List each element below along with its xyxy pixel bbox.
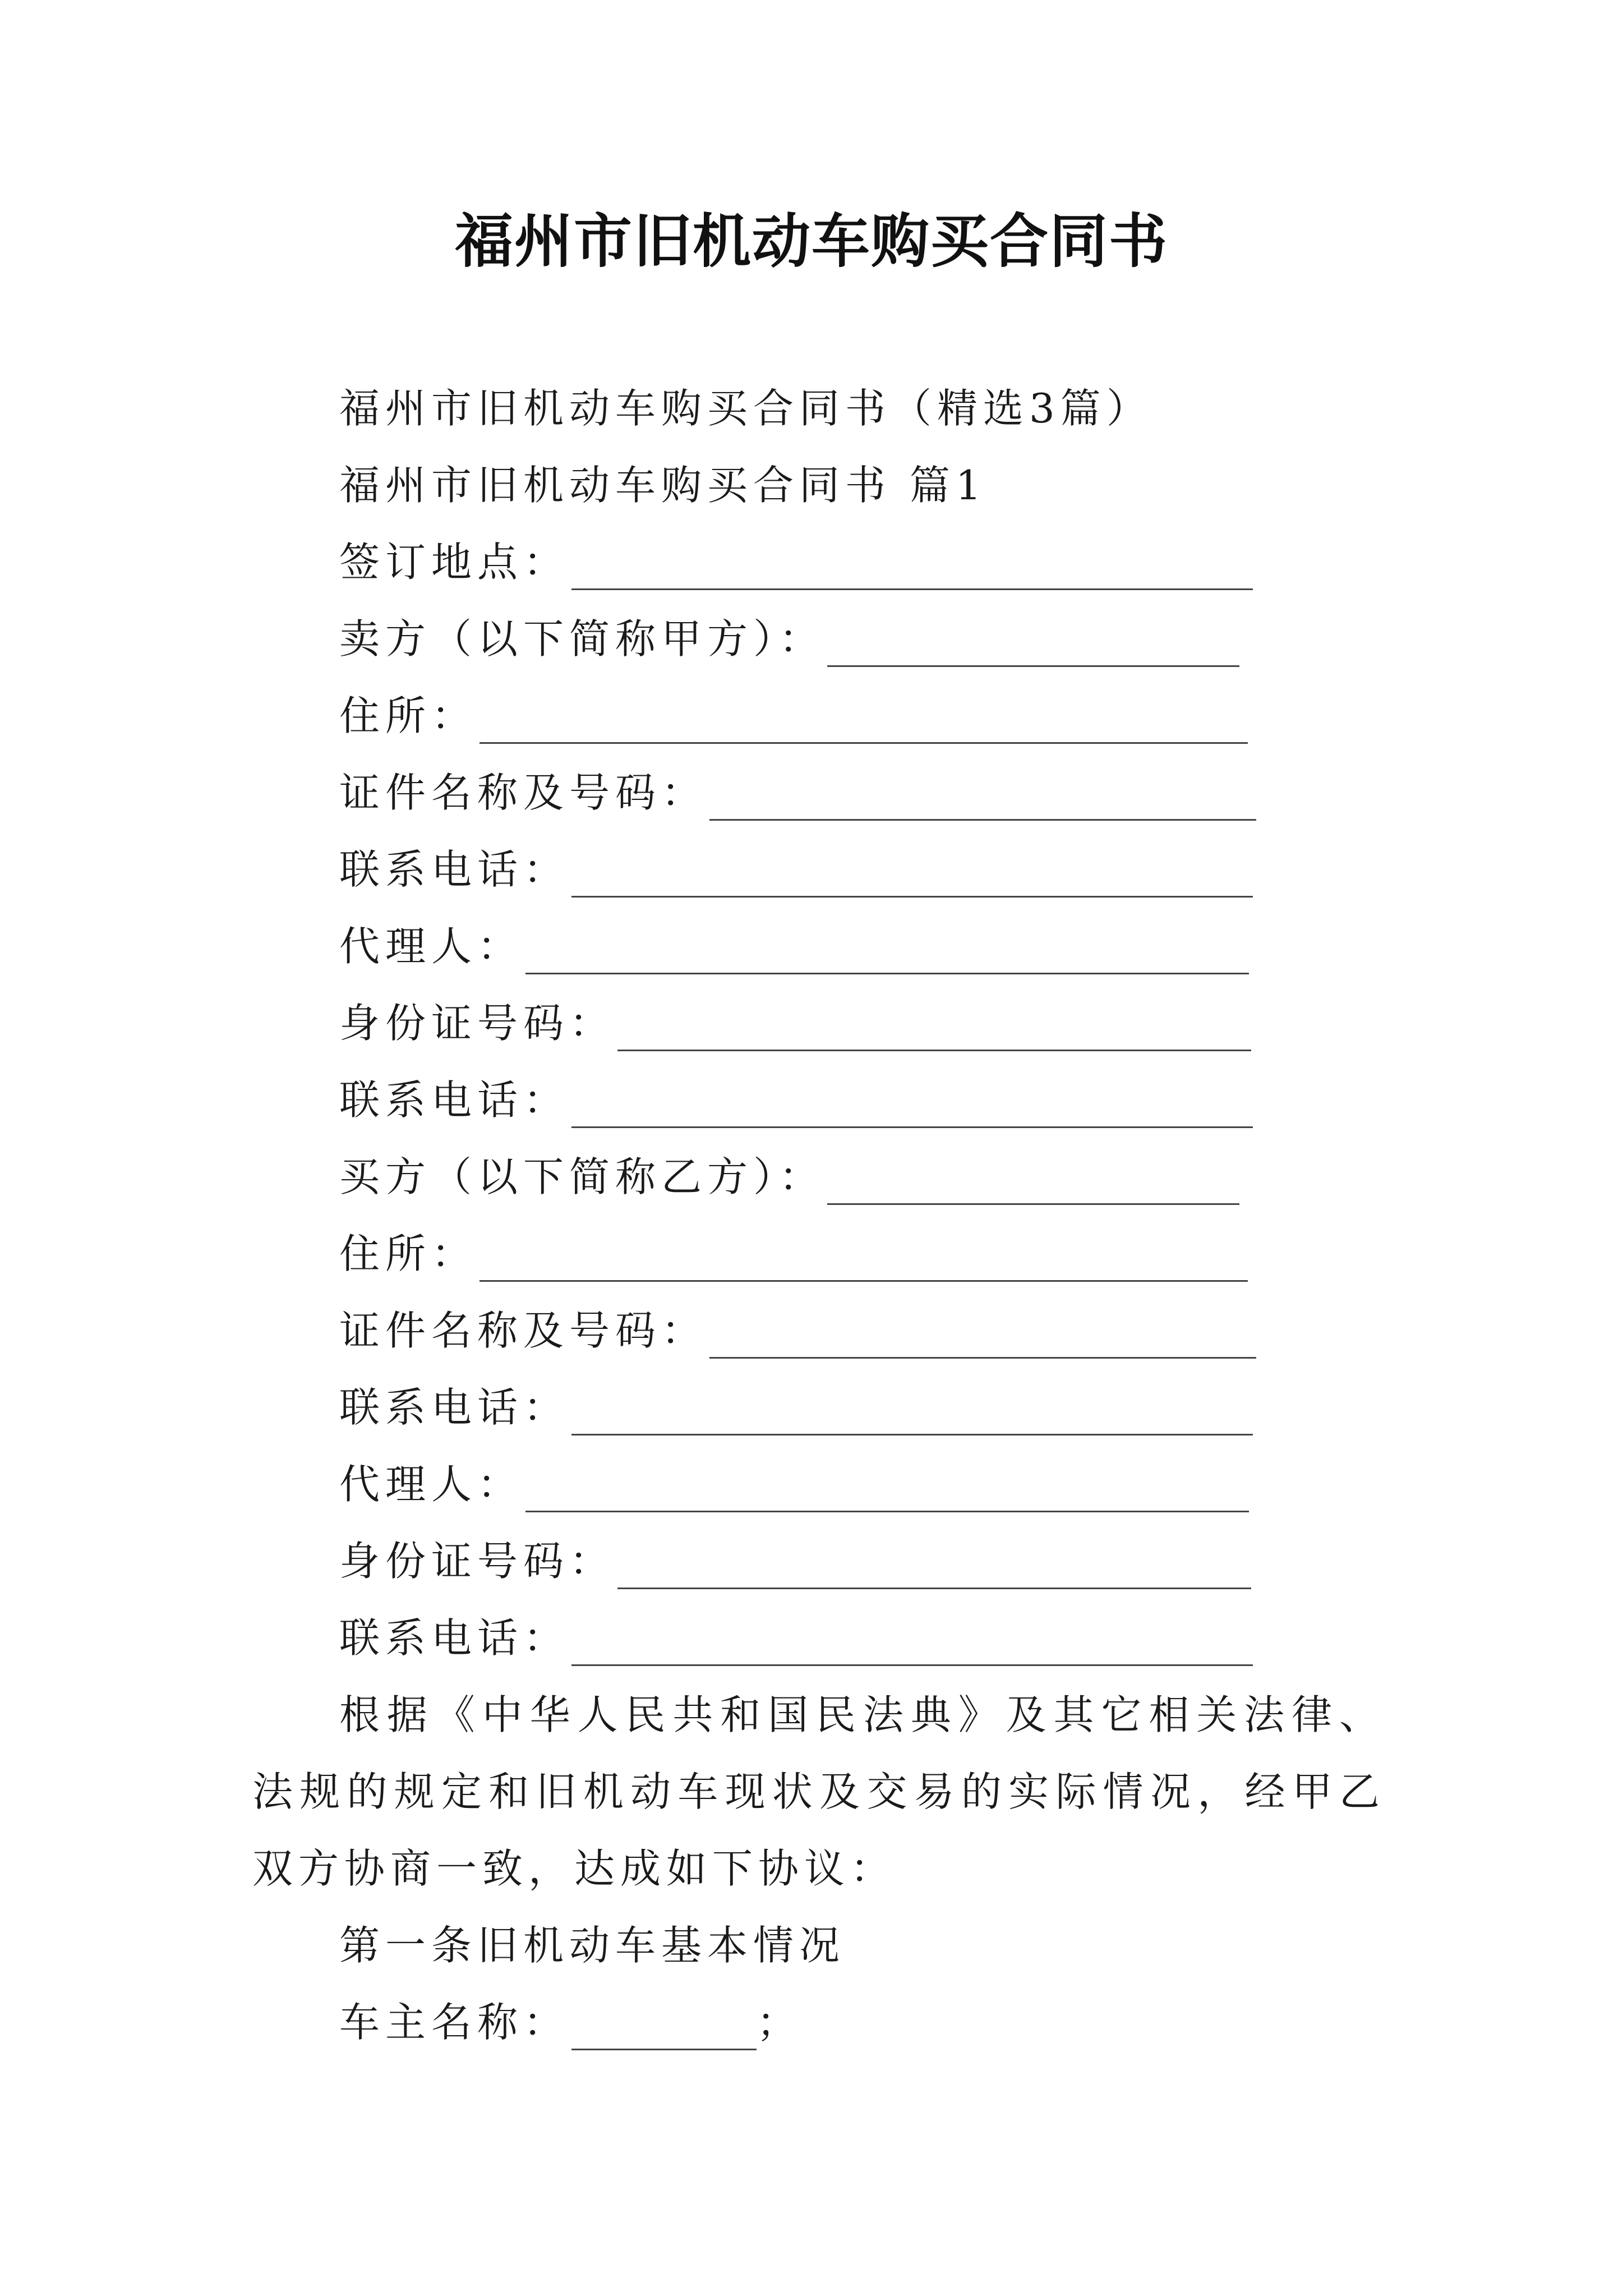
section-heading-line xyxy=(252,447,1385,524)
field-label: 代理人： xyxy=(339,923,524,970)
article-1-heading-line xyxy=(252,1907,1385,1984)
fill-in-blank[interactable] xyxy=(525,950,1249,974)
field-label: 住所： xyxy=(339,1230,478,1277)
field-seller-address xyxy=(252,678,1385,754)
fill-in-blank[interactable] xyxy=(827,1181,1239,1205)
intro-paragraph: 根据《中华人民共和国民法典》及其它相关法律、法规的规定和旧机动车现状及交易的实际情况，经甲乙双方协商一致，达成如下协议： xyxy=(252,1691,1385,1892)
field-owner-name xyxy=(252,1984,1385,2061)
field-seller-agent-id xyxy=(252,985,1385,1062)
field-buyer-agent xyxy=(252,1446,1385,1523)
field-seller-id xyxy=(252,754,1385,831)
field-label: 车主名称： xyxy=(339,1999,570,2046)
article-heading: 第一条旧机动车基本情况 xyxy=(339,1922,846,1969)
field-label: 联系电话： xyxy=(339,1384,570,1431)
field-label: 住所： xyxy=(339,692,478,739)
field-buyer-phone xyxy=(252,1369,1385,1446)
field-label: 身份证号码： xyxy=(339,1000,616,1047)
fill-in-blank[interactable] xyxy=(709,1335,1256,1359)
fill-in-blank[interactable] xyxy=(709,797,1256,821)
fill-in-blank[interactable] xyxy=(571,2026,757,2050)
field-label: 身份证号码： xyxy=(339,1538,616,1585)
field-label: 联系电话： xyxy=(339,1614,570,1662)
fill-in-blank[interactable] xyxy=(571,1411,1253,1435)
fill-in-blank[interactable] xyxy=(571,566,1253,590)
field-label: 联系电话： xyxy=(339,1076,570,1124)
field-suffix: ； xyxy=(757,1999,803,2046)
field-label: 代理人： xyxy=(339,1461,524,1508)
fill-in-blank[interactable] xyxy=(827,643,1239,667)
subtitle-line xyxy=(252,370,1385,447)
field-label: 卖方（以下简称甲方）： xyxy=(339,615,826,662)
section-heading: 福州市旧机动车购买合同书 篇1 xyxy=(339,462,987,509)
fill-in-blank[interactable] xyxy=(571,1104,1253,1128)
field-label: 签订地点： xyxy=(339,539,570,586)
field-label: 买方（以下简称乙方）： xyxy=(339,1153,826,1200)
field-label: 证件名称及号码： xyxy=(339,769,708,816)
document-title: 福州市旧机动车购买合同书 xyxy=(454,206,1168,275)
fill-in-blank[interactable] xyxy=(571,1642,1253,1666)
fill-in-blank[interactable] xyxy=(617,1027,1251,1051)
document-body xyxy=(252,370,1385,2061)
fill-in-blank[interactable] xyxy=(479,1258,1248,1282)
field-buyer-address xyxy=(252,1216,1385,1292)
fill-in-blank[interactable] xyxy=(525,1488,1249,1512)
field-seller xyxy=(252,601,1385,678)
field-seller-phone xyxy=(252,831,1385,908)
field-signing-place xyxy=(252,524,1385,601)
field-buyer xyxy=(252,1139,1385,1216)
document-subtitle: 福州市旧机动车购买合同书（精选3篇） xyxy=(339,385,1152,432)
fill-in-blank[interactable] xyxy=(479,720,1248,744)
fill-in-blank[interactable] xyxy=(617,1565,1251,1589)
field-buyer-agent-id xyxy=(252,1523,1385,1600)
field-seller-agent xyxy=(252,908,1385,985)
field-label: 联系电话： xyxy=(339,846,570,893)
field-buyer-agent-phone xyxy=(252,1600,1385,1677)
field-seller-agent-phone xyxy=(252,1062,1385,1139)
field-buyer-id xyxy=(252,1292,1385,1369)
field-label: 证件名称及号码： xyxy=(339,1307,708,1354)
fill-in-blank[interactable] xyxy=(571,873,1253,898)
